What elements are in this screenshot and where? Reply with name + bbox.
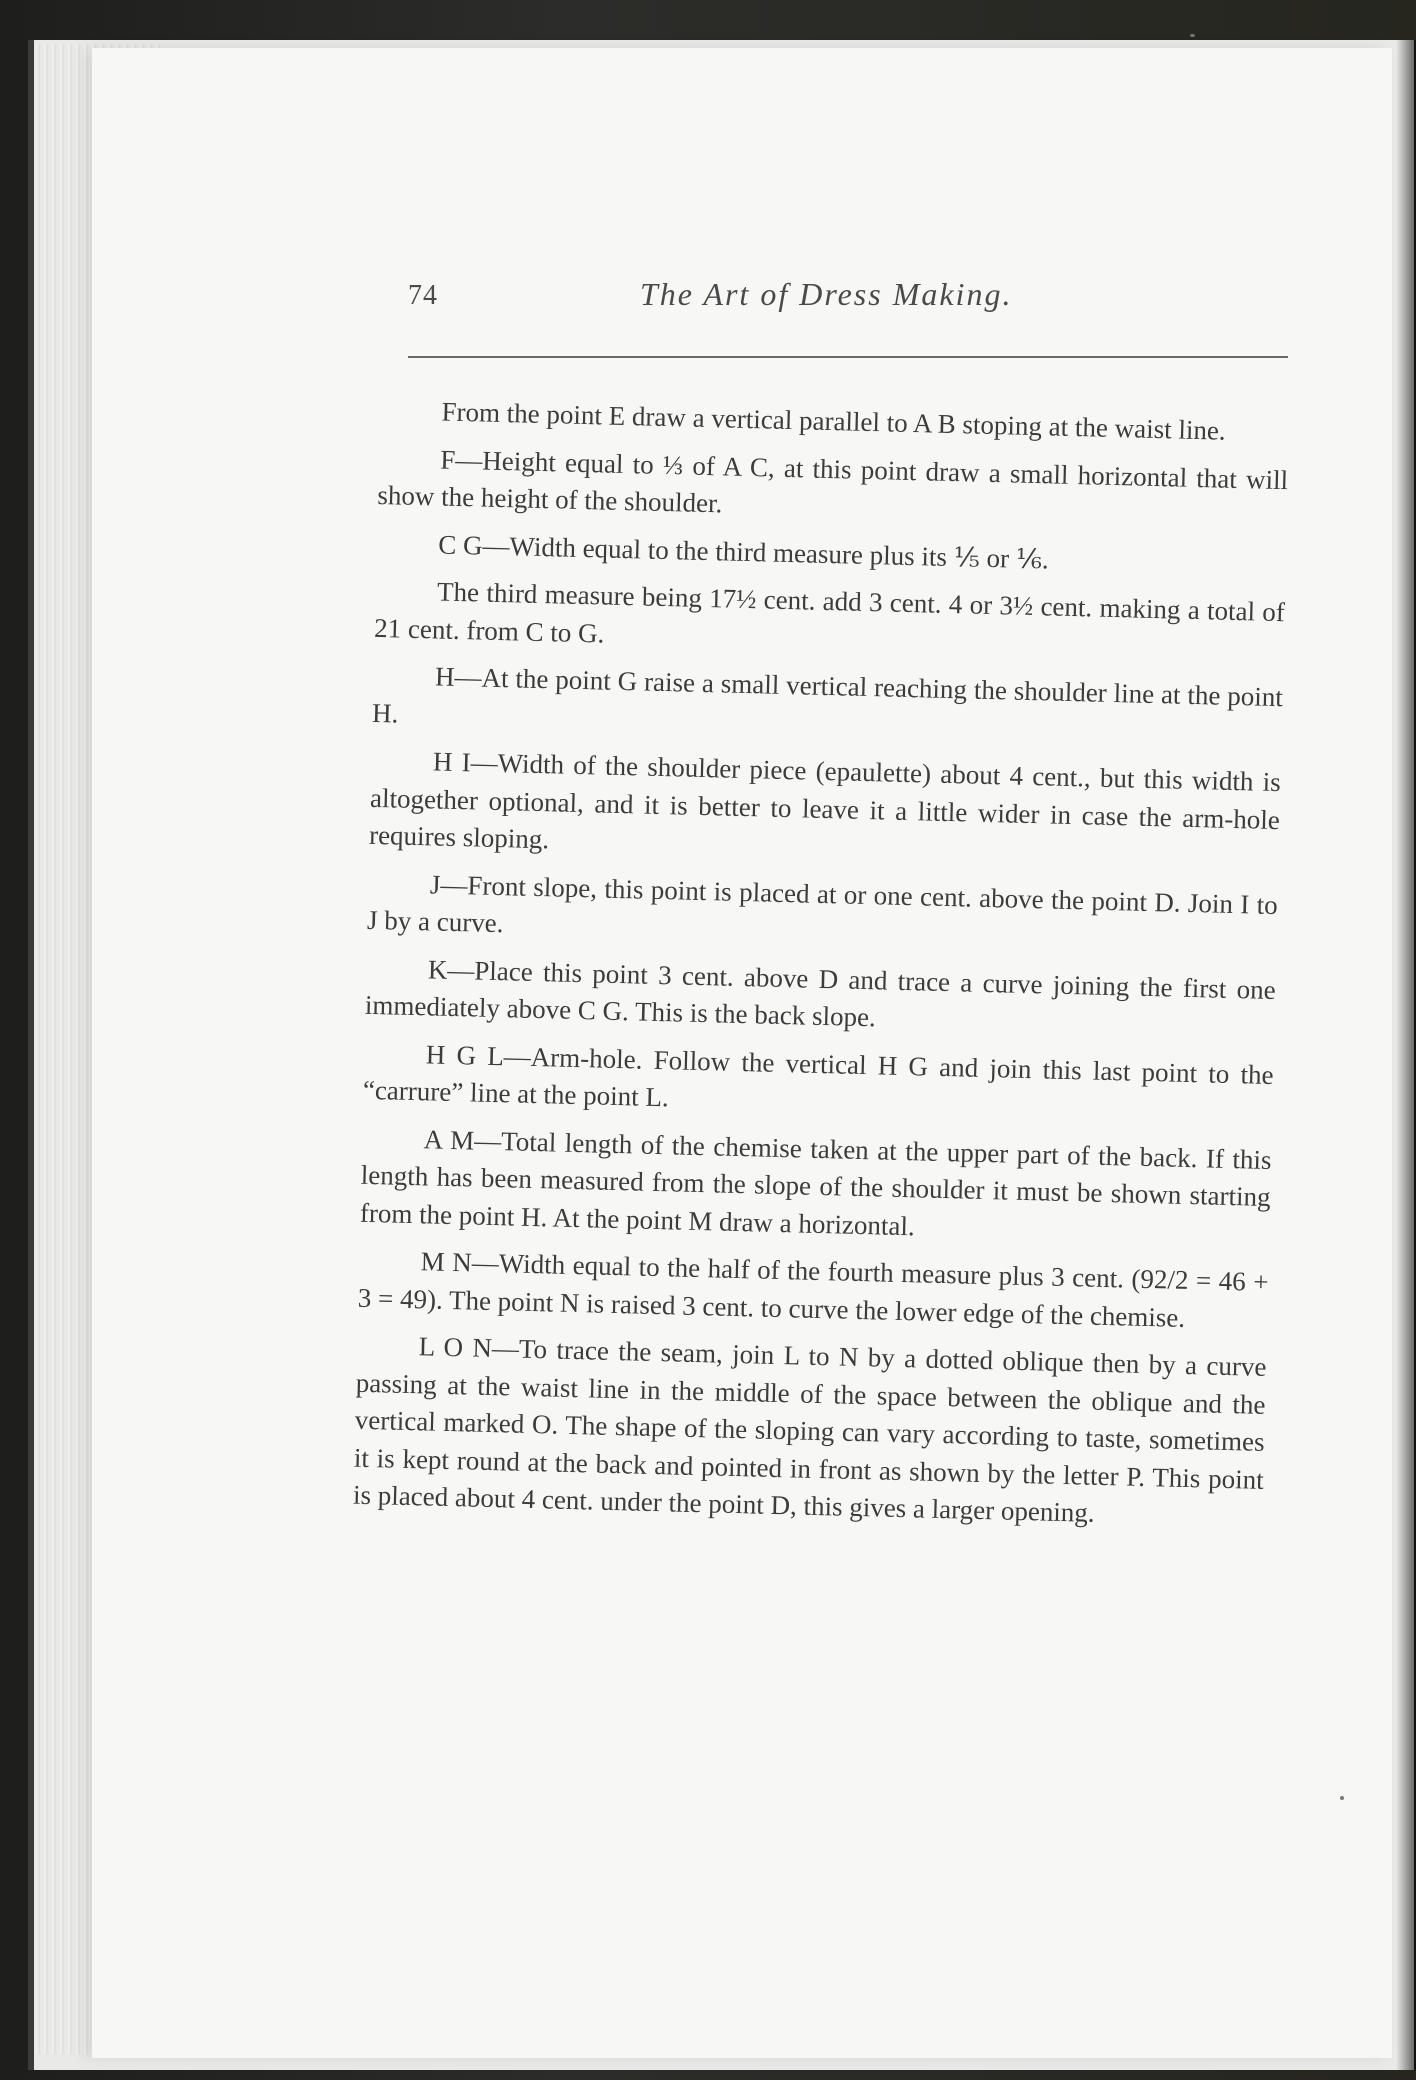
paragraph: H—At the point G raise a small vertical reaching the shoulder line at the point H. (371, 661, 1284, 729)
page-header (408, 276, 1288, 336)
dust-speck (1340, 1796, 1344, 1800)
paragraph: K—Place this point 3 cent. above D and trace a curve joining the first one immediately above C G. This is the back slope. (364, 953, 1277, 1033)
dust-speck (1190, 34, 1195, 37)
paragraph: L O N—To trace the seam, join L to N by a dotted oblique then by a curve passing at the waist line in the middle of the space between the oblique and the vertical marked O. The shape of the sloping can vary according to taste, sometimes it is kept round at the back and pointed in front as shown by the letter P. This point is placed about 4 cent. under the point D, this gives a larger opening. (352, 1331, 1267, 1528)
paragraph: M N—Width equal to the half of the fourth measure plus 3 cent. (92/2 = 46 + 3 = 49). The point N is raised 3 cent. to curve the lower edge of the chemise. (357, 1246, 1269, 1333)
body-text (352, 392, 1289, 1546)
header-rule (408, 356, 1288, 358)
paragraph: F—Height equal to ⅓ of A C, at this point draw a small horizontal that will show the height of the shoulder. (377, 443, 1289, 519)
paragraph: The third measure being 17½ cent. add 3 cent. 4 or 3½ cent. making a total of 21 cent. from C to G. (373, 576, 1286, 649)
page-shadow (1396, 40, 1416, 2070)
paragraph: C G—Width equal to the third measure plus its ⅕ or ⅙. (437, 528, 1050, 574)
page-number: 74 (408, 280, 438, 311)
paragraph: From the point E draw a vertical parallel to A B stoping at the waist line. (441, 396, 1227, 446)
paragraph: H I—Width of the shoulder piece (epaulette) about 4 cent., but this width is altogether optional, and it is better to leave it a little wider in case the arm-hole requires sloping. (368, 746, 1282, 855)
paragraph: A M—Total length of the chemise taken at the upper part of the back. If this length has been measured from the slope of the shoulder it must be shown starting from the point H. At the point M draw a horizontal. (359, 1123, 1272, 1241)
paragraph: J—Front slope, this point is placed at or one cent. above the point D. Join I to J by a curve. (366, 868, 1279, 939)
paragraph: H G L—Arm-hole. Follow the vertical H G and join this last point to the “carrure” line at the point L. (362, 1038, 1274, 1113)
running-title: The Art of Dress Making. (640, 276, 1013, 312)
